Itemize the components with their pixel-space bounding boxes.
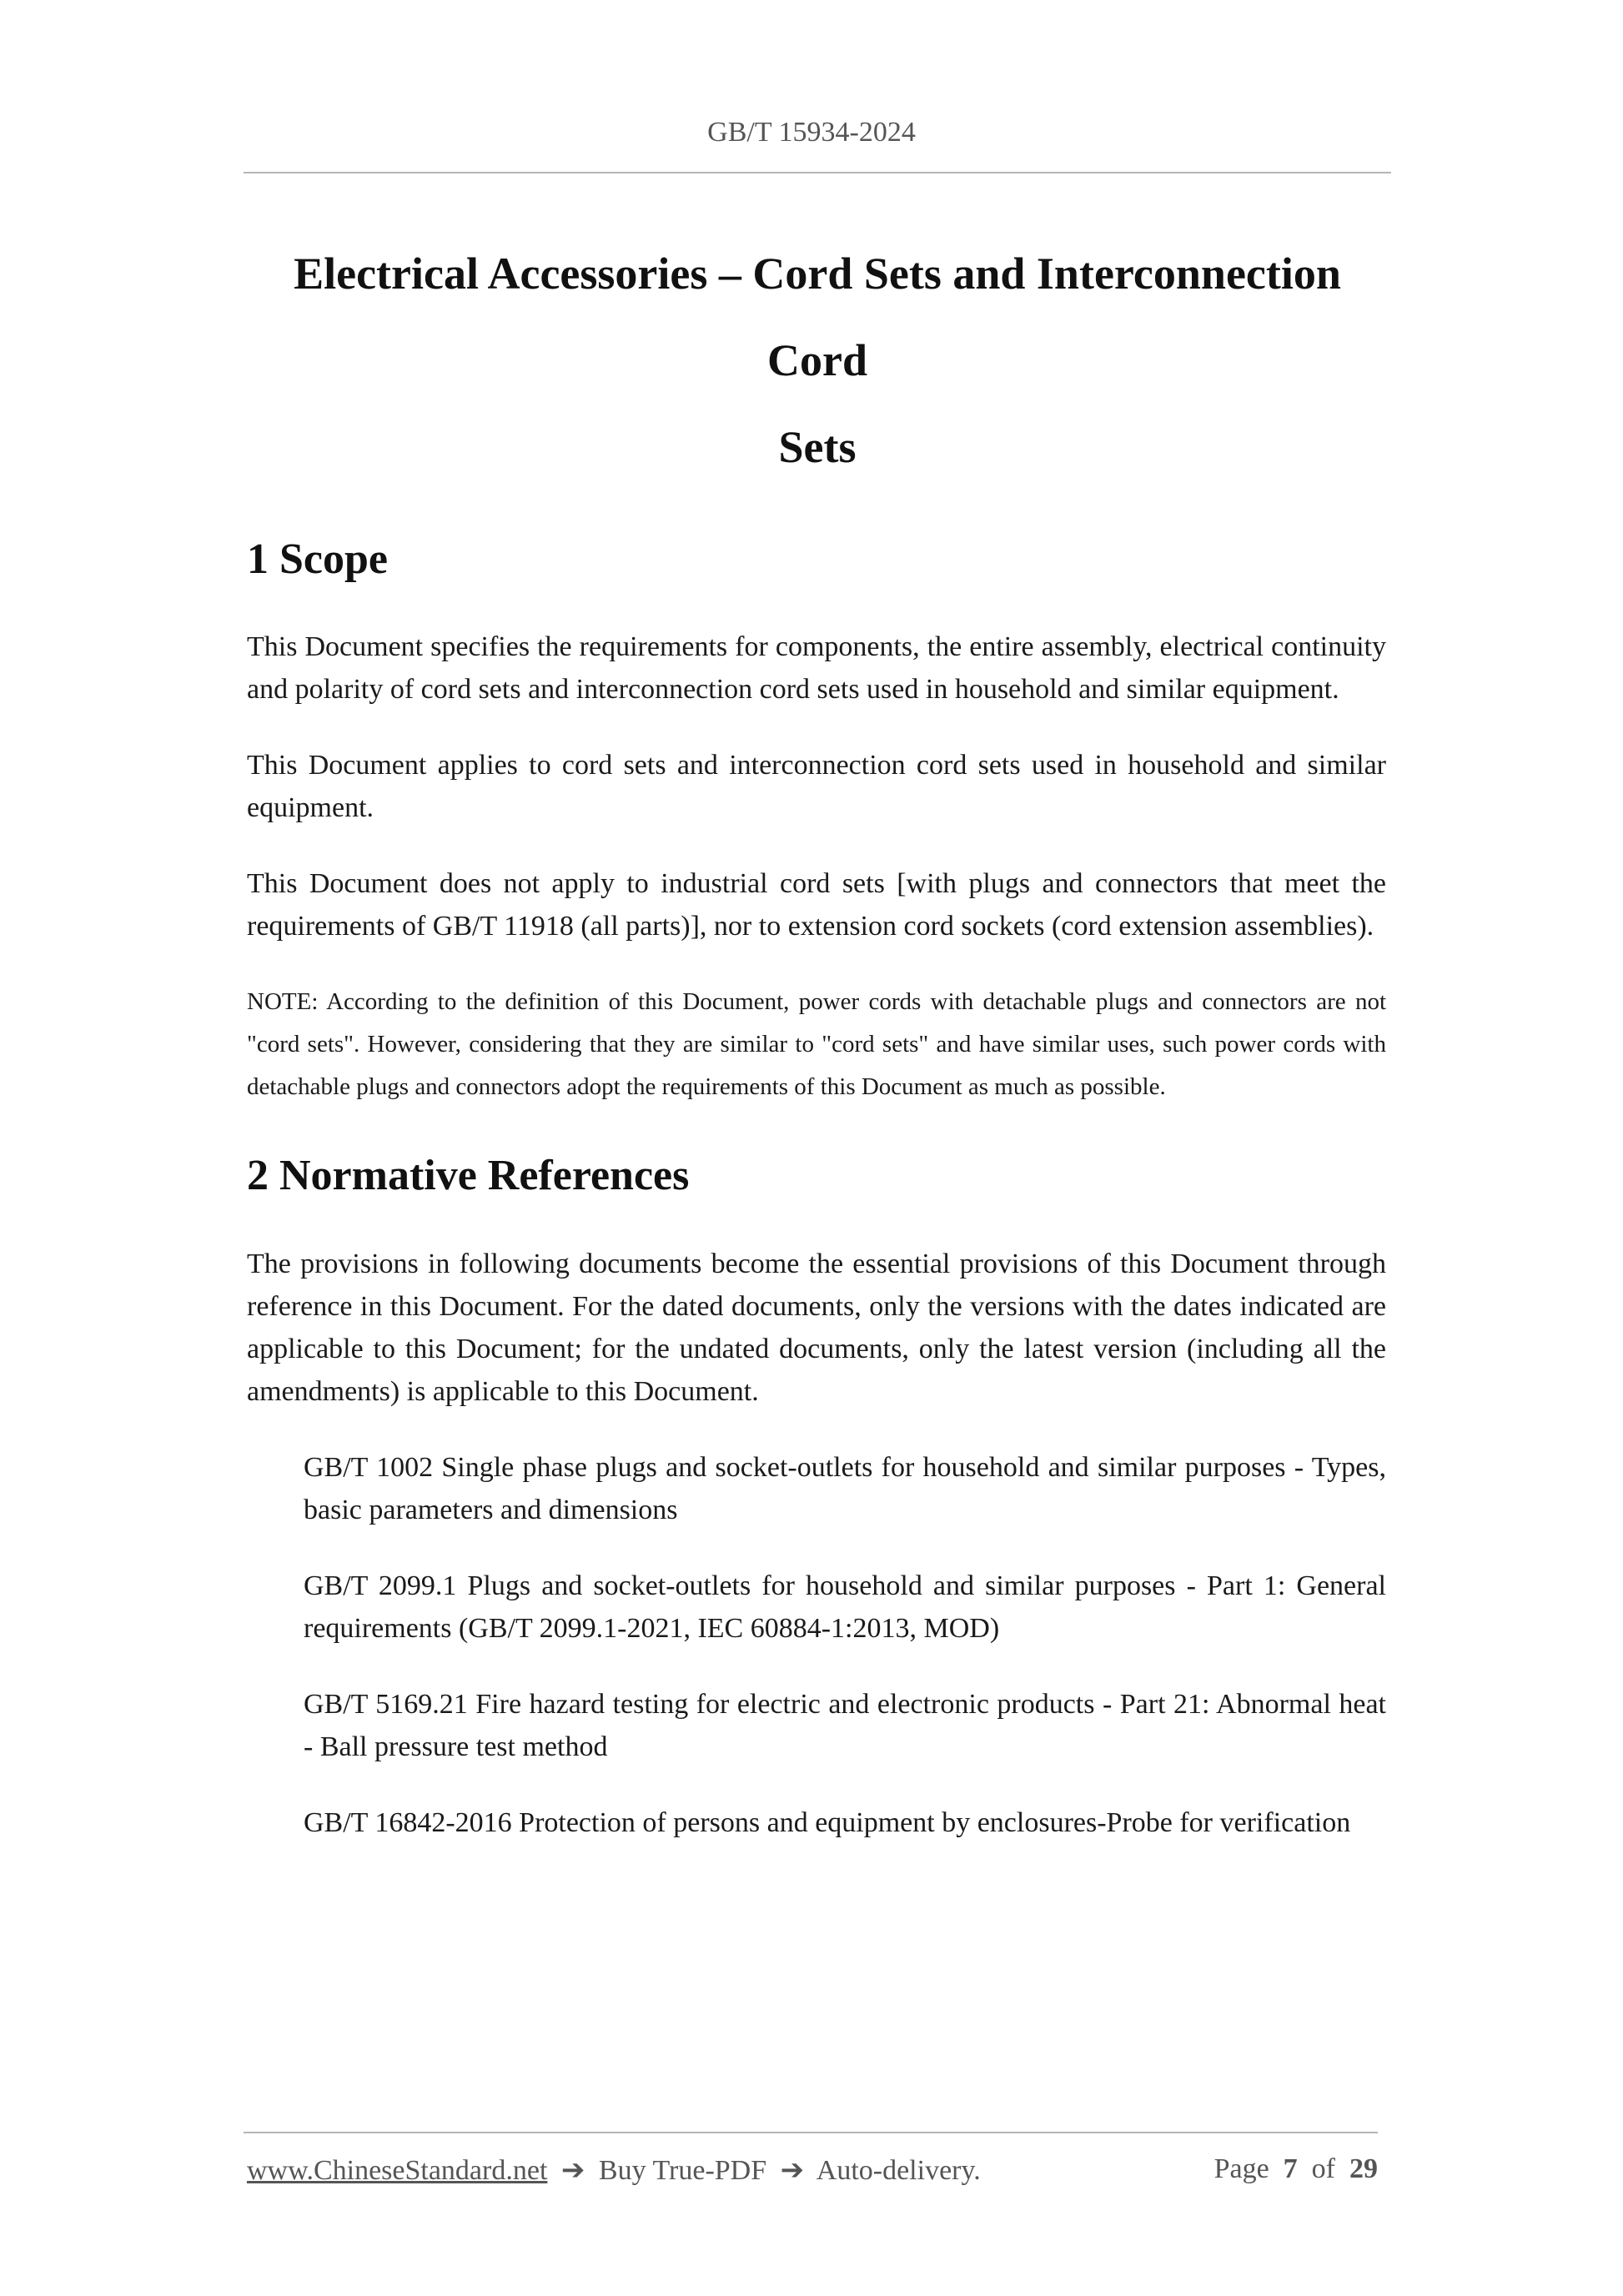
reference-item: GB/T 16842-2016 Protection of persons and equipment by enclosures-Probe for verification — [304, 1806, 1351, 1838]
document-body — [247, 534, 1386, 1877]
arrow-right-icon: ➔ — [780, 2155, 805, 2186]
footer-promo — [247, 2153, 981, 2187]
reference-item: GB/T 1002 Single phase plugs and socket-outlets for household and similar purposes - Types, basic parameters and dimensions — [304, 1451, 1386, 1525]
document-title — [244, 230, 1391, 490]
document-title-line-2: Sets — [778, 422, 857, 472]
scope-paragraph: This Document applies to cord sets and interconnection cord sets used in household and similar equipment. — [247, 750, 1386, 824]
total-page-count: 29 — [1349, 2153, 1378, 2184]
normative-intro-paragraph: The provisions in following documents become the essential provisions of this Document through reference in this Document. For the dated documents, only the versions with the dates indicated are applicable to this Document; for the undated documents, only the latest version (including all the amendments) is applicable to this Document. — [247, 1248, 1386, 1407]
header-divider — [244, 172, 1391, 173]
section-normative-references — [247, 1150, 1386, 1843]
reference-item: GB/T 5169.21 Fire hazard testing for electric and electronic products - Part 21: Abnormal heat - Ball pressure test method — [304, 1688, 1386, 1762]
reference-list — [247, 1446, 1386, 1844]
buy-true-pdf-text: Buy True-PDF — [598, 2155, 767, 2186]
page-number — [1214, 2153, 1378, 2185]
footer-divider — [244, 2132, 1378, 2133]
section-heading-scope: 1 Scope — [247, 535, 388, 583]
arrow-right-icon: ➔ — [560, 2155, 585, 2186]
scope-paragraph: This Document does not apply to industrial cord sets [with plugs and connectors that meet the requirements of GB/T 11918 (all parts)], nor to extension cord sockets (cord extension assemblies). — [247, 868, 1386, 942]
document-code-header: GB/T 15934-2024 — [707, 117, 916, 148]
scope-paragraph: This Document specifies the requirements for components, the entire assembly, electrical continuity and polarity of cord sets and interconnection cord sets used in household and similar equipment. — [247, 631, 1386, 706]
reference-item: GB/T 2099.1 Plugs and socket-outlets for household and similar purposes - Part 1: General requirements (GB/T 2099.1-2021, IEC 60884-1:2013, MOD) — [304, 1570, 1386, 1644]
page-of-label: of — [1311, 2153, 1335, 2184]
current-page-number: 7 — [1283, 2153, 1298, 2184]
page-label: Page — [1213, 2153, 1269, 2184]
document-title-line-1: Electrical Accessories – Cord Sets and Interconnection Cord — [294, 249, 1341, 385]
section-scope — [247, 534, 1386, 1108]
website-link[interactable]: www.ChineseStandard.net — [247, 2155, 548, 2186]
auto-delivery-text: Auto-delivery. — [816, 2155, 981, 2186]
scope-note: NOTE: According to the definition of this Document, power cords with detachable plugs and connectors are not "cord sets". However, considering that they are similar to "cord sets" and have similar uses, such power cords with detachable plugs and connectors adopt the requirements of this Document as much as possible. — [247, 988, 1386, 1101]
section-heading-normative-references: 2 Normative References — [247, 1152, 690, 1200]
